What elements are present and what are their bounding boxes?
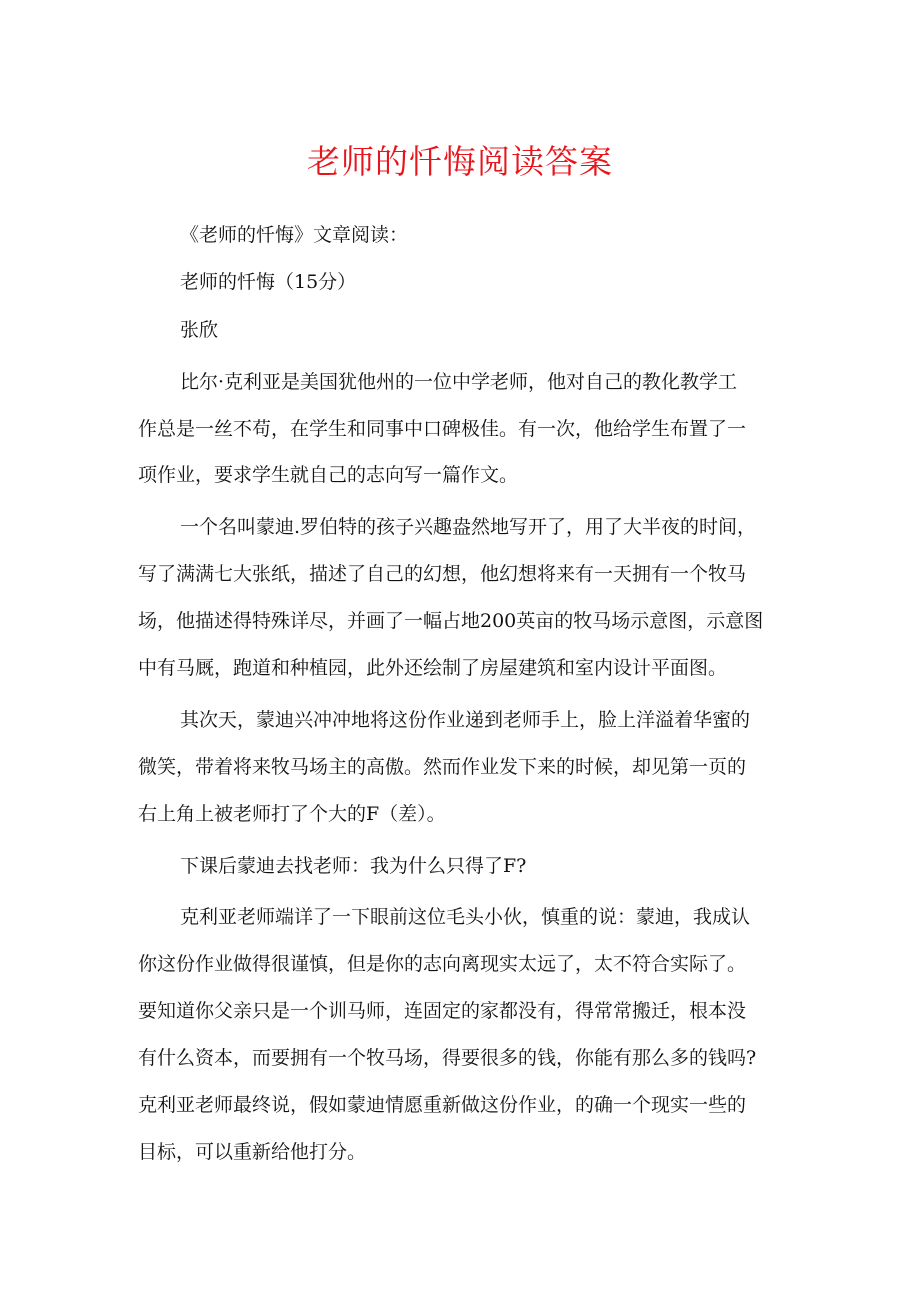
author-name: 张欣 <box>180 319 219 341</box>
paragraph-5-line: 克利亚老师最终说，假如蒙迪情愿重新做这份作业，的确一个现实一些的 <box>138 1094 747 1116</box>
paragraph-1-line: 比尔·克利亚是美国犹他州的一位中学老师，他对自己的教化教学工 <box>180 371 738 393</box>
paragraph-5-line: 有什么资本，而要拥有一个牧马场，得要很多的钱，你能有那么多的钱吗? <box>138 1047 757 1069</box>
paragraph-2-line: 中有马厩，跑道和种植园，此外还绘制了房屋建筑和室内设计平面图。 <box>138 657 728 679</box>
paragraph-2-line: 场，他描述得特殊详尽，并画了一幅占地200英亩的牧马场示意图，示意图 <box>138 610 764 632</box>
paragraph-5-line: 要知道你父亲只是一个训马师，连固定的家都没有，得常常搬迁，根本没 <box>138 1000 747 1022</box>
paragraph-3-line: 微笑，带着将来牧马场主的高傲。然而作业发下来的时候，却见第一页的 <box>138 756 747 778</box>
paragraph-5-line: 你这份作业做得很谨慎，但是你的志向离现实太远了，太不符合实际了。 <box>138 953 747 975</box>
paragraph-2-line: 写了满满七大张纸，描述了自己的幻想，他幻想将来有一天拥有一个牧马 <box>138 563 747 585</box>
document-title: 老师的忏悔阅读答案 <box>307 142 613 181</box>
article-title: 老师的忏悔（15分） <box>180 271 357 293</box>
paragraph-5-line: 克利亚老师端详了一下眼前这位毛头小伙，慎重的说：蒙迪，我成认 <box>180 906 751 928</box>
paragraph-2-line: 一个名叫蒙迪.罗伯特的孩子兴趣盎然地写开了，用了大半夜的时间， <box>180 516 757 538</box>
paragraph-1-line: 作总是一丝不苟，在学生和同事中口碑极佳。有一次，他给学生布置了一 <box>138 418 747 440</box>
paragraph-1-line: 项作业，要求学生就自己的志向写一篇作文。 <box>138 464 519 486</box>
paragraph-5-line: 目标，可以重新给他打分。 <box>138 1141 367 1163</box>
intro-line: 《老师的忏悔》文章阅读： <box>180 224 409 246</box>
paragraph-4-line: 下课后蒙迪去找老师：我为什么只得了F? <box>180 855 527 877</box>
paragraph-3-line: 右上角上被老师打了个大的F（差）。 <box>138 803 446 825</box>
paragraph-3-line: 其次天，蒙迪兴冲冲地将这份作业递到老师手上，脸上洋溢着华蜜的 <box>180 709 751 731</box>
